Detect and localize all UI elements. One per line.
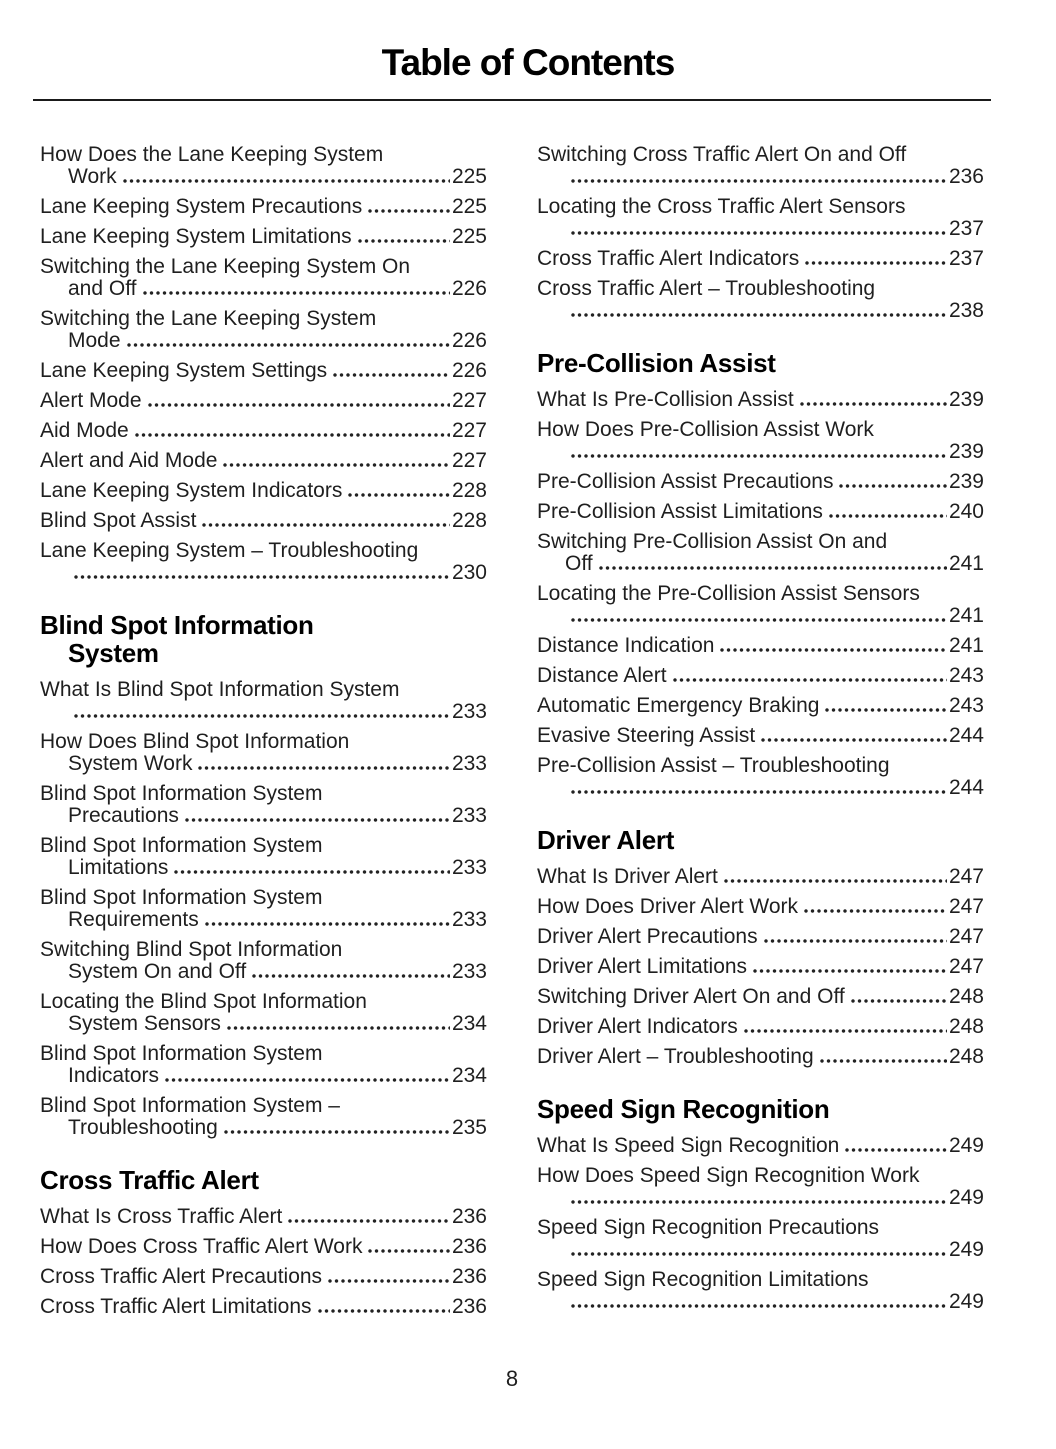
dot-leader xyxy=(571,313,947,317)
toc-entry-line xyxy=(40,196,487,218)
toc-page-number: 233 xyxy=(451,752,487,775)
dot-leader xyxy=(198,766,449,770)
toc-entry-text: Locating the Cross Traffic Alert Sensors xyxy=(537,195,906,218)
toc-entry-text: How Does Blind Spot Information xyxy=(40,730,350,753)
toc-entry xyxy=(537,1217,984,1261)
toc-page-number: 244 xyxy=(948,724,984,747)
section-heading xyxy=(537,826,984,854)
dot-leader xyxy=(839,484,947,488)
toc-entry xyxy=(40,1095,487,1139)
toc-page-number: 233 xyxy=(451,804,487,827)
dot-leader xyxy=(571,790,947,794)
section-heading-text: System xyxy=(68,638,159,668)
dot-leader xyxy=(571,1304,947,1308)
toc-entry-text: Switching Pre-Collision Assist On and xyxy=(537,530,888,553)
toc-page-number: 228 xyxy=(451,479,487,502)
toc-entry-text: System On and Off xyxy=(68,960,247,983)
toc-entry-text: Driver Alert Indicators xyxy=(537,1015,738,1038)
toc-entry-text: Mode xyxy=(68,329,121,352)
toc-entry-line xyxy=(40,480,487,502)
toc-page-number: 241 xyxy=(948,634,984,657)
toc-entry-text: Cross Traffic Alert Precautions xyxy=(40,1265,323,1288)
toc-entry-text: Cross Traffic Alert – Troubleshooting xyxy=(537,277,876,300)
toc-entry-line xyxy=(537,605,984,627)
toc-entry-text: Alert Mode xyxy=(40,389,142,412)
toc-section xyxy=(537,826,984,1068)
toc-entry xyxy=(40,887,487,931)
toc-page-number: 247 xyxy=(948,895,984,918)
toc-entry xyxy=(537,896,984,918)
toc-entry xyxy=(40,1296,487,1318)
toc-entry-line xyxy=(537,471,984,493)
toc-entry-line xyxy=(537,441,984,463)
toc-entry xyxy=(40,1043,487,1087)
dot-leader xyxy=(288,1219,450,1223)
dot-leader xyxy=(148,403,450,407)
page-title: Table of Contents xyxy=(381,42,675,83)
toc-entry xyxy=(40,480,487,502)
toc-entry-line xyxy=(537,300,984,322)
toc-entry-text: Blind Spot Information System xyxy=(40,834,323,857)
dot-leader xyxy=(368,1249,449,1253)
toc-entry-text: Troubleshooting xyxy=(68,1116,218,1139)
toc-entry xyxy=(40,1236,487,1258)
toc-entry-line xyxy=(537,777,984,799)
page-number: 8 xyxy=(505,1366,519,1391)
toc-entry-line xyxy=(40,510,487,532)
toc-entry-line xyxy=(40,1206,487,1228)
dot-leader xyxy=(599,566,947,570)
toc-entry-line xyxy=(537,665,984,687)
toc-entry-line xyxy=(537,635,984,657)
toc-entry-line xyxy=(537,501,984,523)
toc-entry-text: Driver Alert Precautions xyxy=(537,925,758,948)
toc-column xyxy=(40,144,487,1326)
toc-entry-text: Speed Sign Recognition Limitations xyxy=(537,1268,869,1291)
toc-page-number: 235 xyxy=(451,1116,487,1139)
dot-leader xyxy=(571,454,947,458)
dot-leader xyxy=(571,1200,947,1204)
toc-entry-line xyxy=(537,218,984,240)
toc-entry-line xyxy=(40,390,487,412)
dot-leader xyxy=(202,523,450,527)
toc-entry-line xyxy=(40,753,487,775)
dot-leader xyxy=(348,493,450,497)
toc-entry xyxy=(40,1266,487,1288)
toc-page-number: 226 xyxy=(451,329,487,352)
toc-entry xyxy=(537,695,984,717)
toc-page-number: 233 xyxy=(451,960,487,983)
toc-entry xyxy=(40,390,487,412)
toc-section xyxy=(537,1095,984,1313)
toc-entry xyxy=(537,755,984,799)
toc-entry-text: Driver Alert Limitations xyxy=(537,955,748,978)
dot-leader xyxy=(205,922,450,926)
toc-entry-text: How Does Speed Sign Recognition Work xyxy=(537,1164,920,1187)
toc-page-number: 249 xyxy=(948,1186,984,1209)
toc-entry xyxy=(537,278,984,322)
toc-entry-line xyxy=(40,278,487,300)
toc-entry-line xyxy=(537,1135,984,1157)
toc-entry-line xyxy=(40,1117,487,1139)
toc-entry xyxy=(40,783,487,827)
toc-entry-line xyxy=(537,248,984,270)
toc-entry-text: Driver Alert – Troubleshooting xyxy=(537,1045,814,1068)
toc-page-number: 240 xyxy=(948,500,984,523)
toc-entry xyxy=(40,679,487,723)
dot-leader xyxy=(820,1059,947,1063)
toc-entry xyxy=(40,226,487,248)
toc-page-number: 238 xyxy=(948,299,984,322)
dot-leader xyxy=(358,239,450,243)
dot-leader xyxy=(318,1309,450,1313)
toc-entry-line xyxy=(537,725,984,747)
toc-entry-text: Pre-Collision Assist – Troubleshooting xyxy=(537,754,890,777)
toc-page-number: 227 xyxy=(451,389,487,412)
dot-leader xyxy=(805,261,947,265)
toc-page-number: 249 xyxy=(948,1238,984,1261)
toc-entry-line xyxy=(40,330,487,352)
toc-section xyxy=(40,1166,487,1318)
toc-entry-text: System Work xyxy=(68,752,193,775)
toc-entry xyxy=(40,540,487,584)
toc-entry-text: Blind Spot Information System – xyxy=(40,1094,340,1117)
toc-entry-line xyxy=(40,701,487,723)
toc-entry-text: What Is Driver Alert xyxy=(537,865,718,888)
toc-entry-text: How Does Driver Alert Work xyxy=(537,895,799,918)
dot-leader xyxy=(761,738,947,742)
toc-section xyxy=(537,144,984,322)
section-heading-text: Speed Sign Recognition xyxy=(537,1094,830,1124)
toc-entry-text: Pre-Collision Assist Limitations xyxy=(537,500,823,523)
dot-leader xyxy=(368,209,450,213)
dot-leader xyxy=(724,879,947,883)
toc-entry-line xyxy=(40,909,487,931)
toc-page-number: 244 xyxy=(948,776,984,799)
dot-leader xyxy=(829,514,947,518)
dot-leader xyxy=(127,343,450,347)
toc-page-number: 236 xyxy=(451,1235,487,1258)
toc-entry-text: Lane Keeping System Precautions xyxy=(40,195,363,218)
dot-leader xyxy=(673,678,947,682)
toc-entry-line xyxy=(40,857,487,879)
section-heading-text: Driver Alert xyxy=(537,825,675,855)
toc-entry-text: System Sensors xyxy=(68,1012,221,1035)
dot-leader xyxy=(74,575,450,579)
toc-entry xyxy=(537,419,984,463)
toc-column xyxy=(537,144,984,1326)
toc-page-number: 236 xyxy=(451,1205,487,1228)
title-divider xyxy=(33,99,991,101)
toc-page-number: 247 xyxy=(948,865,984,888)
toc-entry-line xyxy=(537,695,984,717)
toc-entry xyxy=(537,956,984,978)
toc-entry-line xyxy=(537,866,984,888)
toc-entry-line xyxy=(40,1266,487,1288)
toc-entry xyxy=(537,1016,984,1038)
toc-section xyxy=(537,349,984,799)
toc-entry-text: Switching the Lane Keeping System xyxy=(40,307,377,330)
toc-entry xyxy=(537,1046,984,1068)
toc-section xyxy=(40,144,487,584)
toc-section xyxy=(40,611,487,1139)
toc-page-number: 225 xyxy=(451,195,487,218)
toc-entry-text: Switching Blind Spot Information xyxy=(40,938,343,961)
toc-entry-line xyxy=(537,1239,984,1261)
toc-entry-text: Lane Keeping System Indicators xyxy=(40,479,343,502)
page-footer xyxy=(40,1366,984,1392)
toc-entry-line xyxy=(40,1236,487,1258)
dot-leader xyxy=(135,433,450,437)
toc-entry-text: Limitations xyxy=(68,856,169,879)
toc-entry xyxy=(537,531,984,575)
dot-leader xyxy=(571,1252,947,1256)
toc-entry-line xyxy=(537,1187,984,1209)
toc-page-number: 249 xyxy=(948,1290,984,1313)
toc-entry-text: Blind Spot Assist xyxy=(40,509,197,532)
dot-leader xyxy=(800,402,947,406)
toc-page-number: 227 xyxy=(451,449,487,472)
toc-entry xyxy=(537,471,984,493)
toc-entry xyxy=(537,1165,984,1209)
dot-leader xyxy=(165,1078,450,1082)
section-heading-text: Blind Spot Information xyxy=(40,610,314,640)
toc-entry-line xyxy=(40,562,487,584)
toc-page-number: 228 xyxy=(451,509,487,532)
toc-page-number: 236 xyxy=(451,1265,487,1288)
toc-entry-text: Switching Cross Traffic Alert On and Off xyxy=(537,143,907,166)
toc-page-number: 241 xyxy=(948,604,984,627)
toc-entry xyxy=(537,986,984,1008)
toc-entry-line xyxy=(537,1046,984,1068)
section-heading xyxy=(537,1095,984,1123)
dot-leader xyxy=(328,1279,450,1283)
toc-entry-text: Switching the Lane Keeping System On xyxy=(40,255,411,278)
toc-entry xyxy=(40,1206,487,1228)
toc-page-number: 226 xyxy=(451,277,487,300)
toc-entry-text: Cross Traffic Alert Indicators xyxy=(537,247,800,270)
toc-page-number: 239 xyxy=(948,388,984,411)
dot-leader xyxy=(223,463,450,467)
toc-entry-line xyxy=(40,961,487,983)
toc-page-number: 239 xyxy=(948,440,984,463)
toc-entry-text: What Is Pre-Collision Assist xyxy=(537,388,794,411)
toc-entry-text: Requirements xyxy=(68,908,199,931)
toc-entry-text: What Is Speed Sign Recognition xyxy=(537,1134,840,1157)
toc-entry xyxy=(537,665,984,687)
toc-entry-line xyxy=(40,226,487,248)
toc-entry-line xyxy=(40,1013,487,1035)
toc-entry-line xyxy=(40,166,487,188)
toc-entry-text: and Off xyxy=(68,277,137,300)
toc-entry-line xyxy=(537,926,984,948)
section-heading-text: Cross Traffic Alert xyxy=(40,1165,259,1195)
toc-entry-text: Lane Keeping System – Troubleshooting xyxy=(40,539,419,562)
toc-entry xyxy=(40,196,487,218)
toc-entry xyxy=(537,725,984,747)
toc-entry-text: Speed Sign Recognition Precautions xyxy=(537,1216,880,1239)
toc-entry-text: How Does the Lane Keeping System xyxy=(40,143,384,166)
toc-entry-line xyxy=(537,166,984,188)
toc-page-number: 237 xyxy=(948,217,984,240)
toc-entry-line xyxy=(537,896,984,918)
toc-page-number: 247 xyxy=(948,955,984,978)
toc-entry xyxy=(537,635,984,657)
toc-entry xyxy=(40,835,487,879)
toc-entry xyxy=(40,731,487,775)
toc-entry-line xyxy=(40,1065,487,1087)
toc-page-number: 230 xyxy=(451,561,487,584)
dot-leader xyxy=(571,618,947,622)
toc-entry-text: Indicators xyxy=(68,1064,160,1087)
toc-page-number: 233 xyxy=(451,908,487,931)
toc-entry xyxy=(537,248,984,270)
toc-page-number: 248 xyxy=(948,1045,984,1068)
toc-page-number: 243 xyxy=(948,694,984,717)
dot-leader xyxy=(804,909,947,913)
toc-entry-line xyxy=(40,360,487,382)
dot-leader xyxy=(764,939,947,943)
toc-entry xyxy=(537,1269,984,1313)
section-heading xyxy=(40,611,487,667)
toc-entry-line xyxy=(40,805,487,827)
toc-page-number: 236 xyxy=(451,1295,487,1318)
toc-entry-text: Locating the Pre-Collision Assist Sensors xyxy=(537,582,920,605)
dot-leader xyxy=(123,179,450,183)
toc-entry-text: How Does Cross Traffic Alert Work xyxy=(40,1235,363,1258)
toc-entry xyxy=(40,256,487,300)
dot-leader xyxy=(333,373,450,377)
toc-entry-text: Locating the Blind Spot Information xyxy=(40,990,367,1013)
toc-entry-text: Cross Traffic Alert Limitations xyxy=(40,1295,312,1318)
toc-entry-text: Off xyxy=(565,552,593,575)
dot-leader xyxy=(720,648,947,652)
toc-entry xyxy=(537,1135,984,1157)
dot-leader xyxy=(74,714,450,718)
toc-entry xyxy=(537,196,984,240)
toc-page-number: 237 xyxy=(948,247,984,270)
toc-entry-line xyxy=(537,986,984,1008)
section-heading-text: Pre-Collision Assist xyxy=(537,348,776,378)
toc-entry-text: Lane Keeping System Settings xyxy=(40,359,328,382)
dot-leader xyxy=(571,179,947,183)
dot-leader xyxy=(143,291,450,295)
dot-leader xyxy=(174,870,450,874)
section-heading xyxy=(40,1166,487,1194)
toc-entry-line xyxy=(537,389,984,411)
toc-entry xyxy=(537,583,984,627)
dot-leader xyxy=(744,1029,947,1033)
toc-entry xyxy=(40,144,487,188)
toc-entry-line xyxy=(537,1016,984,1038)
toc-entry-text: Blind Spot Information System xyxy=(40,1042,323,1065)
toc-page-number: 227 xyxy=(451,419,487,442)
dot-leader xyxy=(851,999,947,1003)
toc-entry-text: What Is Blind Spot Information System xyxy=(40,678,400,701)
dot-leader xyxy=(252,974,450,978)
toc-entry xyxy=(40,450,487,472)
toc-page-number: 233 xyxy=(451,700,487,723)
toc-page-number: 225 xyxy=(451,165,487,188)
toc-page-number: 236 xyxy=(948,165,984,188)
toc-entry-text: Distance Indication xyxy=(537,634,715,657)
toc-entry-text: How Does Pre-Collision Assist Work xyxy=(537,418,874,441)
toc-page-number: 226 xyxy=(451,359,487,382)
toc-entry-line xyxy=(537,956,984,978)
dot-leader xyxy=(825,708,946,712)
toc-entry xyxy=(40,939,487,983)
toc-page-number: 233 xyxy=(451,856,487,879)
toc-entry-line xyxy=(40,1296,487,1318)
toc-entry-text: What Is Cross Traffic Alert xyxy=(40,1205,283,1228)
toc-entry-line xyxy=(40,450,487,472)
toc-entry-text: Aid Mode xyxy=(40,419,129,442)
dot-leader xyxy=(185,818,450,822)
toc-entry xyxy=(40,991,487,1035)
toc-entry-text: Distance Alert xyxy=(537,664,667,687)
toc-entry xyxy=(537,866,984,888)
toc-entry xyxy=(40,360,487,382)
toc-entry-text: Switching Driver Alert On and Off xyxy=(537,985,845,1008)
toc-entry-line xyxy=(537,553,984,575)
toc-entry xyxy=(40,510,487,532)
toc-entry-text: Automatic Emergency Braking xyxy=(537,694,820,717)
toc-page-number: 249 xyxy=(948,1134,984,1157)
toc-page-number: 234 xyxy=(451,1012,487,1035)
toc-page-number: 241 xyxy=(948,552,984,575)
dot-leader xyxy=(845,1148,947,1152)
toc-page-number: 247 xyxy=(948,925,984,948)
toc-entry xyxy=(537,389,984,411)
dot-leader xyxy=(224,1130,450,1134)
toc-entry xyxy=(537,144,984,188)
toc-page-number: 225 xyxy=(451,225,487,248)
dot-leader xyxy=(227,1026,450,1030)
toc-entry-text: Blind Spot Information System xyxy=(40,886,323,909)
toc-page-number: 239 xyxy=(948,470,984,493)
dot-leader xyxy=(571,231,947,235)
toc-entry-line xyxy=(537,1291,984,1313)
toc-entry xyxy=(537,926,984,948)
toc-entry xyxy=(40,420,487,442)
toc-page-number: 234 xyxy=(451,1064,487,1087)
toc-entry xyxy=(537,501,984,523)
toc-columns xyxy=(40,144,984,1326)
toc-entry-line xyxy=(40,420,487,442)
toc-page-number: 243 xyxy=(948,664,984,687)
toc-entry xyxy=(40,308,487,352)
toc-entry-text: Alert and Aid Mode xyxy=(40,449,218,472)
toc-entry-text: Work xyxy=(68,165,117,188)
toc-page-number: 248 xyxy=(948,985,984,1008)
toc-entry-text: Blind Spot Information System xyxy=(40,782,323,805)
section-heading xyxy=(537,349,984,377)
toc-entry-text: Pre-Collision Assist Precautions xyxy=(537,470,834,493)
toc-page-number: 248 xyxy=(948,1015,984,1038)
toc-entry-text: Lane Keeping System Limitations xyxy=(40,225,352,248)
toc-entry-text: Precautions xyxy=(68,804,179,827)
dot-leader xyxy=(753,969,947,973)
toc-entry-text: Evasive Steering Assist xyxy=(537,724,756,747)
